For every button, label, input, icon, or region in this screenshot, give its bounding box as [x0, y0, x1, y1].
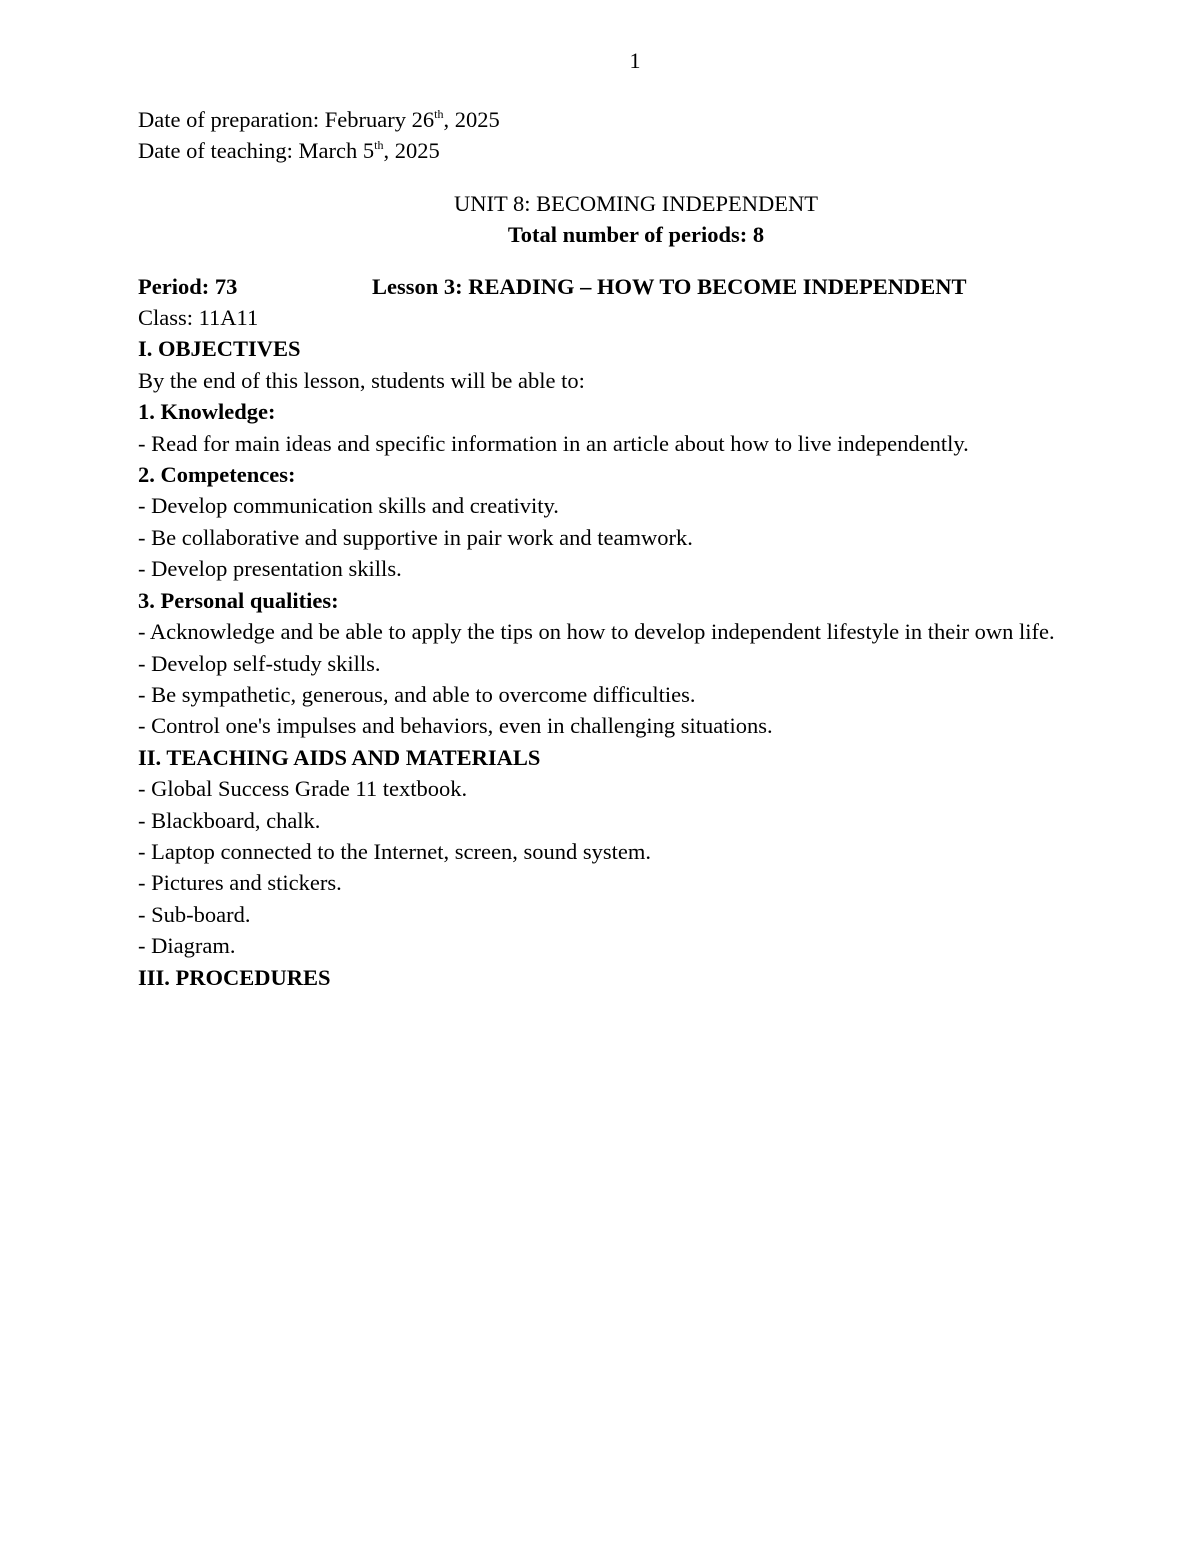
period-number: Period: 73	[138, 273, 238, 299]
material-item: - Pictures and stickers.	[138, 870, 342, 896]
qualities-heading: 3. Personal qualities:	[138, 587, 339, 613]
material-item: - Global Success Grade 11 textbook.	[138, 776, 468, 802]
page-number: 1	[629, 48, 641, 73]
date-of-teaching: Date of teaching: March 5th, 2025	[138, 138, 440, 164]
quality-item: - Acknowledge and be able to apply the tips on how to develop independent lifestyle in their own life.	[138, 619, 1055, 645]
objectives-heading: I. OBJECTIVES	[138, 336, 301, 362]
knowledge-heading: 1. Knowledge:	[138, 399, 276, 425]
competence-item: - Develop communication skills and creativity.	[138, 493, 559, 519]
material-item: - Sub-board.	[138, 901, 251, 927]
material-item: - Laptop connected to the Internet, screen, sound system.	[138, 838, 651, 864]
material-item: - Diagram.	[138, 933, 236, 959]
quality-item: - Be sympathetic, generous, and able to overcome difficulties.	[138, 681, 696, 707]
objectives-intro: By the end of this lesson, students will be able to:	[138, 367, 585, 393]
competences-heading: 2. Competences:	[138, 462, 296, 488]
quality-item: - Control one's impulses and behaviors, even in challenging situations.	[138, 713, 773, 739]
period-lesson-row	[138, 271, 1148, 302]
competence-item: - Be collaborative and supportive in pair work and teamwork.	[138, 524, 693, 550]
lesson-plan-body	[138, 104, 1148, 993]
procedures-heading: III. PROCEDURES	[138, 964, 331, 990]
knowledge-item: - Read for main ideas and specific information in an article about how to live independently.	[138, 430, 969, 456]
competence-item: - Develop presentation skills.	[138, 556, 402, 582]
materials-heading: II. TEACHING AIDS AND MATERIALS	[138, 744, 541, 770]
material-item: - Blackboard, chalk.	[138, 807, 321, 833]
unit-title: UNIT 8: BECOMING INDEPENDENT	[454, 190, 818, 216]
total-periods: Total number of periods: 8	[507, 222, 765, 248]
lesson-title: Lesson 3: READING – HOW TO BECOME INDEPENDENT	[372, 273, 967, 299]
class-name: Class: 11A11	[138, 305, 259, 331]
date-of-preparation: Date of preparation: February 26th, 2025	[138, 107, 500, 132]
quality-item: - Develop self-study skills.	[138, 650, 381, 676]
